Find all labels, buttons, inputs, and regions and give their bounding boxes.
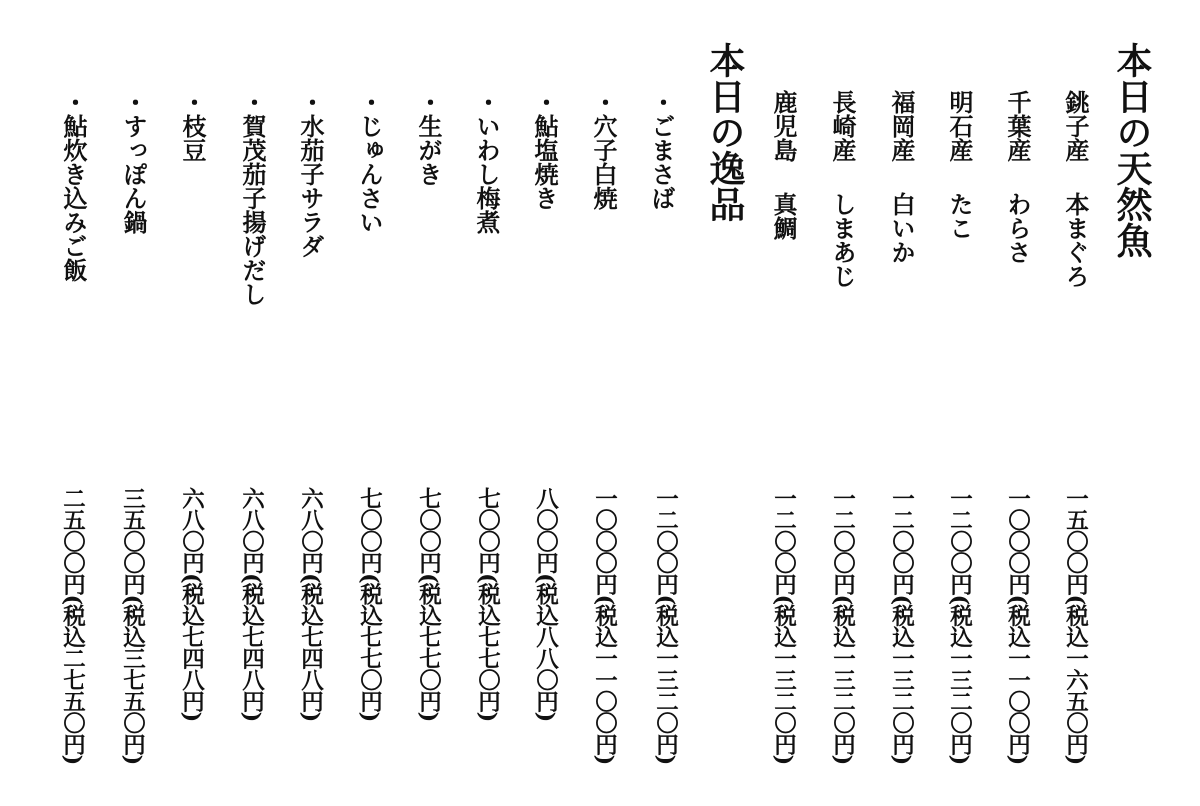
fish-item bbox=[1061, 90, 1090, 288]
dish-name: ・水茄子サラダ bbox=[296, 90, 325, 258]
dish-price: 八〇〇円(税込八八〇円) bbox=[532, 487, 559, 722]
dish-price: 二五〇〇円(税込二七五〇円) bbox=[59, 487, 86, 765]
fish-price: 一二〇〇円(税込一三二〇円) bbox=[946, 487, 973, 765]
dish-name: ・賀茂茄子揚げだし bbox=[238, 90, 267, 306]
fish-name: 真鯛 bbox=[769, 192, 798, 240]
dish-price: 六八〇円(税込七四八円) bbox=[178, 487, 205, 722]
fish-price: 一二〇〇円(税込一三二〇円) bbox=[770, 487, 797, 765]
dish-name: ・枝豆 bbox=[178, 90, 207, 162]
dish-name: ・ごまさば bbox=[647, 90, 676, 210]
dish-name: ・すっぽん鍋 bbox=[119, 90, 148, 234]
dish-section-heading: 本日の逸品 bbox=[704, 42, 746, 222]
fish-item bbox=[1003, 90, 1032, 264]
dish-price: 六八〇円(税込七四八円) bbox=[238, 487, 265, 722]
dish-price: 一二〇〇円(税込一三二〇円) bbox=[652, 487, 679, 765]
fish-origin: 銚子産 bbox=[1061, 90, 1090, 162]
dish-price: 六八〇円(税込七四八円) bbox=[297, 487, 324, 722]
dish-price: 七〇〇円(税込七七〇円) bbox=[415, 487, 442, 722]
dish-price: 一〇〇〇円(税込一一〇〇円) bbox=[591, 487, 618, 765]
dish-name: ・鮎炊き込みご飯 bbox=[59, 90, 88, 282]
fish-item bbox=[887, 90, 916, 264]
fish-section-heading: 本日の天然魚 bbox=[1111, 42, 1153, 258]
fish-name: 白いか bbox=[887, 192, 916, 264]
dish-name: ・穴子白焼 bbox=[589, 90, 618, 210]
fish-name: たこ bbox=[945, 192, 974, 240]
dish-name: ・鮎塩焼き bbox=[530, 90, 559, 210]
dish-name: ・じゅんさい bbox=[355, 90, 384, 234]
dish-price: 七〇〇円(税込七七〇円) bbox=[356, 487, 383, 722]
fish-origin: 長崎産 bbox=[828, 90, 857, 162]
fish-item bbox=[945, 90, 974, 240]
dish-price: 七〇〇円(税込七七〇円) bbox=[474, 487, 501, 722]
fish-item bbox=[828, 90, 857, 288]
dish-name: ・いわし梅煮 bbox=[472, 90, 501, 234]
fish-origin: 千葉産 bbox=[1003, 90, 1032, 162]
fish-price: 一五〇〇円(税込一六五〇円) bbox=[1062, 487, 1089, 765]
fish-price: 一二〇〇円(税込一三二〇円) bbox=[888, 487, 915, 765]
fish-price: 一〇〇〇円(税込一一〇〇円) bbox=[1004, 487, 1031, 765]
fish-name: 本まぐろ bbox=[1061, 192, 1090, 288]
fish-origin: 福岡産 bbox=[887, 90, 916, 162]
fish-price: 一二〇〇円(税込一三二〇円) bbox=[829, 487, 856, 765]
fish-name: わらさ bbox=[1003, 192, 1032, 264]
fish-origin: 鹿児島 bbox=[769, 90, 798, 162]
dish-price: 三五〇〇円(税込三七五〇円) bbox=[119, 487, 146, 765]
dish-name: ・生がき bbox=[414, 90, 443, 186]
fish-name: しまあじ bbox=[828, 192, 857, 288]
fish-origin: 明石産 bbox=[945, 90, 974, 162]
fish-item bbox=[769, 90, 798, 240]
